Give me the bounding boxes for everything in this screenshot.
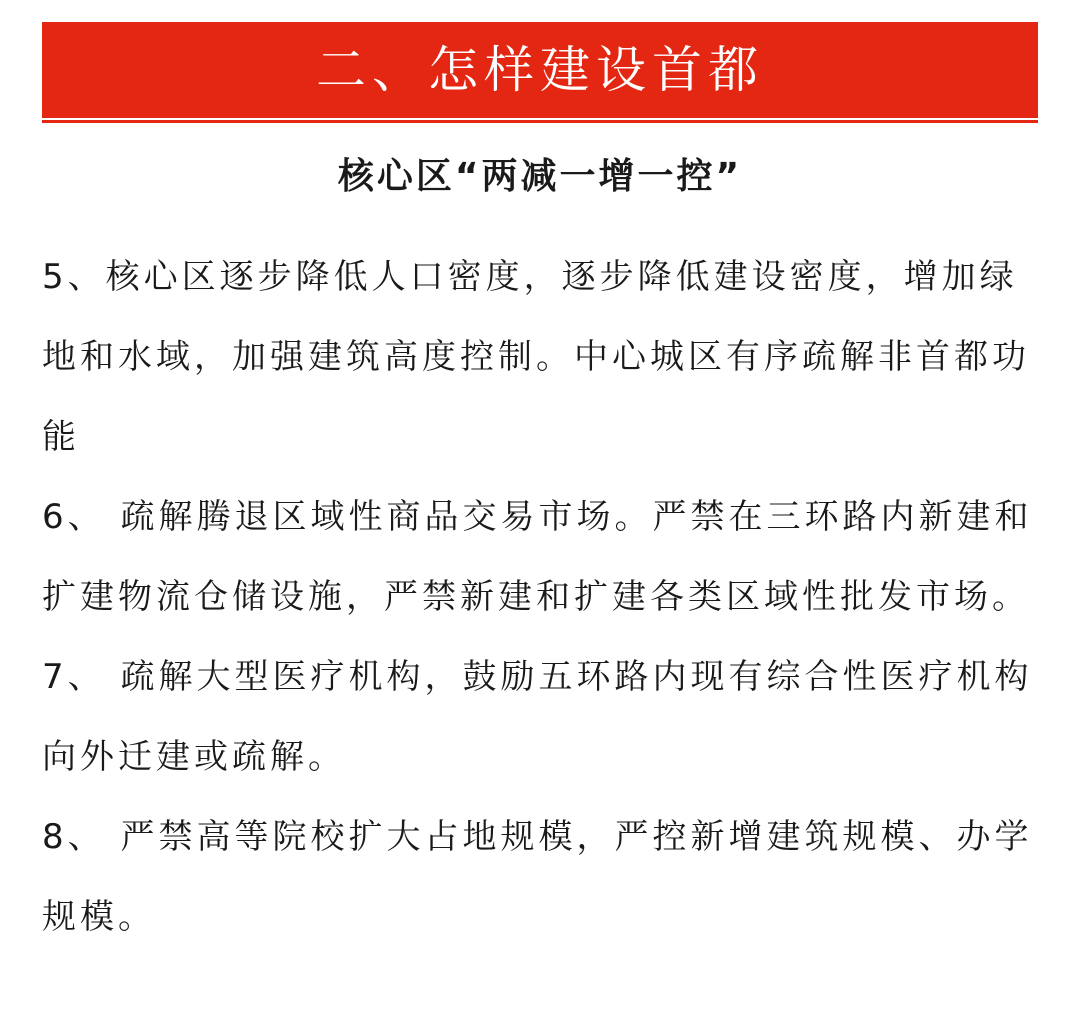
policy-item-8: 8、 严禁高等院校扩大占地规模，严控新增建筑规模、办学规模。 — [42, 817, 1033, 937]
policy-item-5: 5、核心区逐步降低人口密度，逐步降低建设密度，增加绿地和水域，加强建筑高度控制。中心城区有序疏解非首都功能 — [42, 257, 1030, 457]
section-subtitle: 核心区“两减一增一控” — [337, 156, 743, 197]
page-title: 二、怎样建设首都 — [316, 41, 764, 99]
title-underline-divider — [42, 120, 1038, 123]
policy-item-7: 7、 疏解大型医疗机构，鼓励五环路内现有综合性医疗机构向外迁建或疏解。 — [42, 657, 1033, 777]
policy-item-6: 6、 疏解腾退区域性商品交易市场。严禁在三环路内新建和扩建物流仓储设施，严禁新建和扩建各类区域性批发市场。 — [42, 497, 1033, 617]
title-banner — [42, 22, 1038, 118]
policy-list — [42, 237, 1042, 957]
